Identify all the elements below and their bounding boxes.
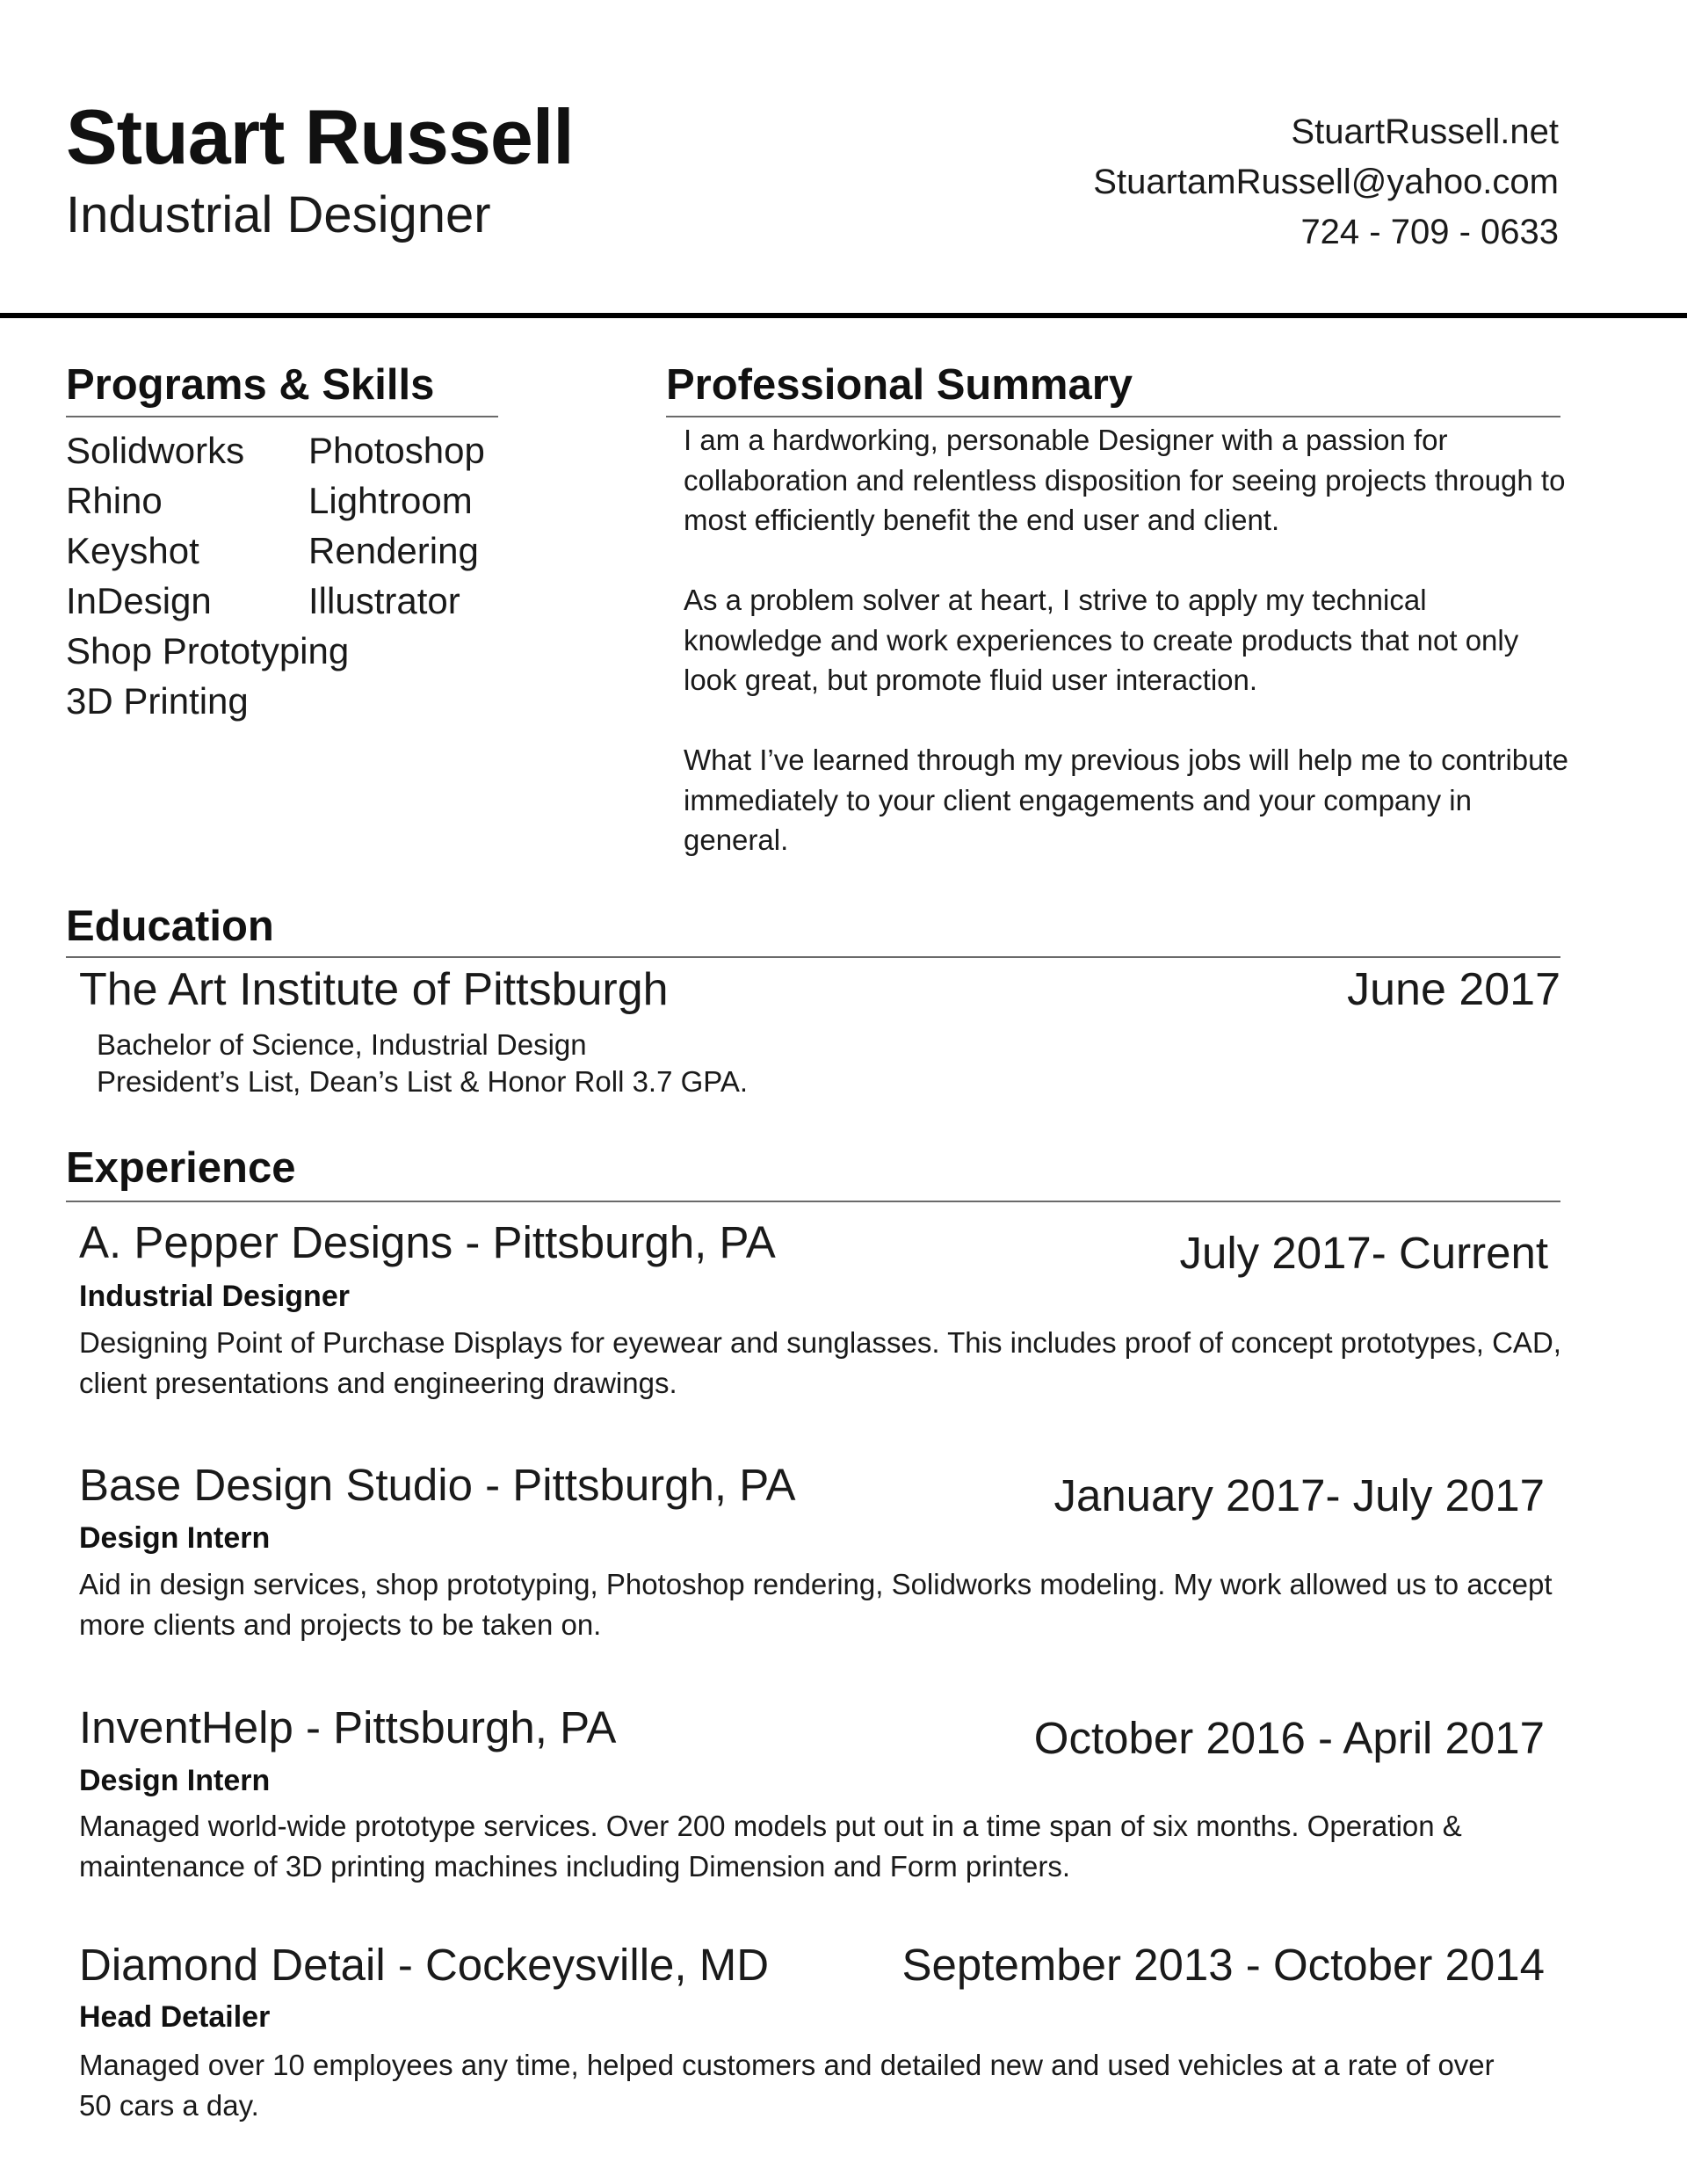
skill-item: Illustrator: [308, 580, 460, 621]
job-date: September 2013 - October 2014: [901, 1940, 1545, 1990]
resume-role: Industrial Designer: [66, 186, 491, 243]
skills-heading: Programs & Skills: [66, 361, 435, 409]
skills-row: [66, 526, 496, 576]
job-description: Managed world-wide prototype services. Over 200 models put out in a time span of six months. Operation & maintenance of 3D printing machines including Dimension and Form printers.: [79, 1810, 1462, 1883]
education-school: The Art Institute of Pittsburgh: [79, 964, 669, 1015]
job-title: Head Detailer: [79, 2000, 271, 2034]
job-description: Designing Point of Purchase Displays for eyewear and sunglasses. This includes proof of concept prototypes, CAD, client presentations and engineering drawings.: [79, 1326, 1561, 1399]
job-company: Base Design Studio - Pittsburgh, PA: [79, 1460, 796, 1510]
job-company: InventHelp - Pittsburgh, PA: [79, 1702, 617, 1752]
summary-heading: Professional Summary: [666, 361, 1133, 409]
skills-row: [66, 676, 496, 726]
skill-item: Keyshot: [66, 530, 199, 571]
email-link[interactable]: StuartamRussell@yahoo.com: [1093, 163, 1559, 201]
job-date: January 2017- July 2017: [1053, 1470, 1545, 1520]
skills-list: [66, 425, 496, 726]
experience-heading: Experience: [66, 1144, 296, 1192]
skills-divider: [66, 416, 498, 417]
skill-item: Shop Prototyping: [66, 630, 350, 671]
summary-paragraph: I am a hardworking, personable Designer with a passion for collaboration and relentless disposition for seeing projects through to most efficiently benefit the end user and client.: [684, 424, 1566, 536]
education-divider: [66, 956, 1560, 958]
summary-divider: [666, 416, 1560, 417]
job-company: Diamond Detail - Cockeysville, MD: [79, 1940, 770, 1990]
education-heading: Education: [66, 903, 274, 950]
skill-item: Rhino: [66, 480, 163, 521]
experience-divider: [66, 1201, 1560, 1202]
job-title: Design Intern: [79, 1764, 271, 1797]
job-description: Managed over 10 employees any time, helped customers and detailed new and used vehicles at a rate of over 50 cars a day.: [79, 2049, 1495, 2122]
job-title: Industrial Designer: [79, 1280, 350, 1313]
job-date: July 2017- Current: [1179, 1228, 1548, 1278]
education-honors: President’s List, Dean’s List & Honor Roll 3.7 GPA.: [97, 1065, 749, 1098]
header-divider: [0, 313, 1687, 318]
education-details: [97, 1027, 748, 1100]
skills-row: [66, 576, 496, 626]
job-description: Aid in design services, shop prototyping, Photoshop rendering, Solidworks modeling. My work allowed us to accept more clients and projects to be taken on.: [79, 1568, 1553, 1641]
job-company: A. Pepper Designs - Pittsburgh, PA: [79, 1217, 776, 1267]
contact-block: [1093, 107, 1559, 258]
resume-name: Stuart Russell: [66, 93, 574, 180]
job-date: October 2016 - April 2017: [1033, 1713, 1545, 1763]
phone-number: 724 - 709 - 0633: [1300, 213, 1559, 251]
skill-item: Photoshop: [308, 430, 485, 471]
summary-paragraph: As a problem solver at heart, I strive to apply my technical knowledge and work experiences to create products that not only look great, but promote fluid user interaction.: [684, 584, 1519, 696]
job-title: Design Intern: [79, 1521, 271, 1555]
skills-row: [66, 475, 496, 526]
education-date: June 2017: [1347, 964, 1560, 1015]
skills-row: [66, 425, 496, 475]
skills-row: [66, 626, 496, 676]
skill-item: InDesign: [66, 580, 212, 621]
summary-paragraph: What I’ve learned through my previous jobs will help me to contribute immediately to your client engagements and your company in general.: [684, 744, 1568, 856]
website-link[interactable]: StuartRussell.net: [1291, 112, 1559, 151]
skill-item: Solidworks: [66, 430, 245, 471]
summary-text: [684, 420, 1571, 900]
skill-item: Rendering: [308, 530, 479, 571]
skill-item: Lightroom: [308, 480, 473, 521]
skill-item: 3D Printing: [66, 680, 249, 722]
education-degree: Bachelor of Science, Industrial Design: [97, 1028, 587, 1061]
